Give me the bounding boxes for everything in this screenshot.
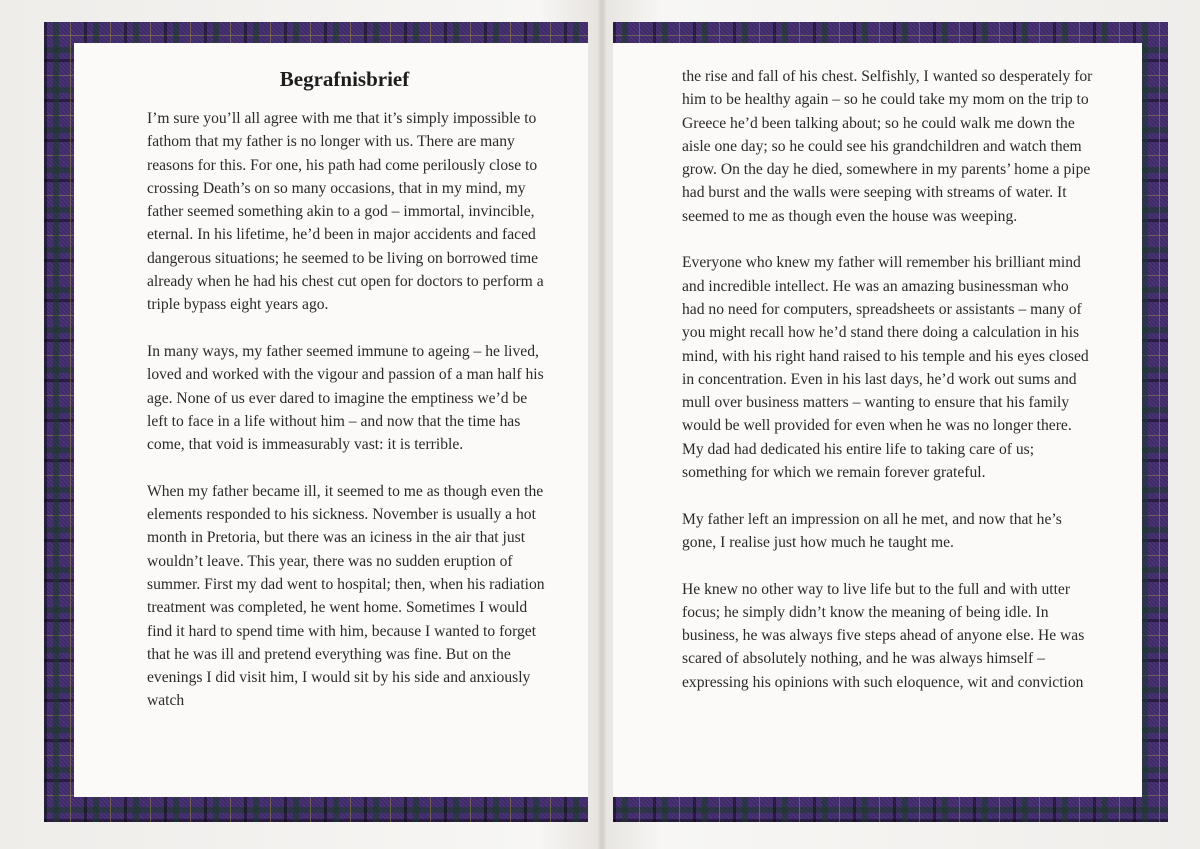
left-page-text — [147, 107, 547, 736]
right-page-text — [682, 65, 1094, 717]
paragraph: Everyone who knew my father will remember his brilliant mind and incredible intellect. He was an amazing businessman who had no need for computers, spreadsheets or assistants – many of you might recall how he’d stand there doing a calculation in his mind, with his right hand raised to his temple and his eyes closed in concentration. Even in his last days, he’d work out sums and mull over business matters – wanting to ensure that his family would be well provided for even when he was no longer there. My dad had dedicated his entire life to taking care of us; something for which we remain forever grateful. — [682, 254, 1089, 482]
center-fold — [598, 0, 606, 849]
paragraph: I’m sure you’ll all agree with me that it’s simply impossible to fathom that my father is no longer with us. There are many reasons for this. For one, his path had come perilously close to crossing Death’s on so many occasions, that in my mind, my father seemed something akin to a god – immortal, invincible, eternal. In his lifetime, he’d been in major accidents and faced dangerous situations; he seemed to be living on borrowed time already when he had his chest cut open for doctors to perform a triple bypass eight years ago. — [147, 110, 544, 314]
paragraph: He knew no other way to live life but to the full and with utter focus; he simply didn’t know the meaning of being idle. In business, he was always five steps ahead of anyone else. He was scared of absolutely nothing, and he was always himself – expressing his opinions with such eloquence, wit and conviction — [682, 580, 1085, 691]
paragraph: the rise and fall of his chest. Selfishly, I wanted so desperately for him to be healthy again – so he could take my mom on the trip to Greece he’d been talking about; so he could walk me down the aisle one day; so he could see his grandchildren and watch them grow. On the day he died, somewhere in my parents’ home a pipe had burst and the walls were seeping with streams of water. It seemed to me as though even the house was weeping. — [682, 68, 1093, 225]
page-title: Begrafnisbrief — [279, 67, 410, 91]
paragraph: When my father became ill, it seemed to me as though even the elements responded to his sickness. November is usually a hot month in Pretoria, but there was an iciness in the air that just wouldn’t leave. This year, there was no sudden eruption of summer. First my dad went to hospital; then, when his radiation treatment was completed, he went home. Sometimes I would find it hard to spend time with him, because I wanted to forget that he was ill and pretend everything was fine. But on the evenings I did visit him, I would sit by his side and anxiously watch — [147, 482, 545, 710]
paragraph: My father left an impression on all he met, and now that he’s gone, I realise just how much he taught me. — [682, 510, 1062, 551]
paragraph: In many ways, my father seemed immune to ageing – he lived, loved and worked with the vigour and passion of a man half his age. None of us ever dared to imagine the emptiness we’d be left to face in a life without him – and now that the time has come, that void is immeasurably vast: it is terrible. — [147, 342, 544, 454]
